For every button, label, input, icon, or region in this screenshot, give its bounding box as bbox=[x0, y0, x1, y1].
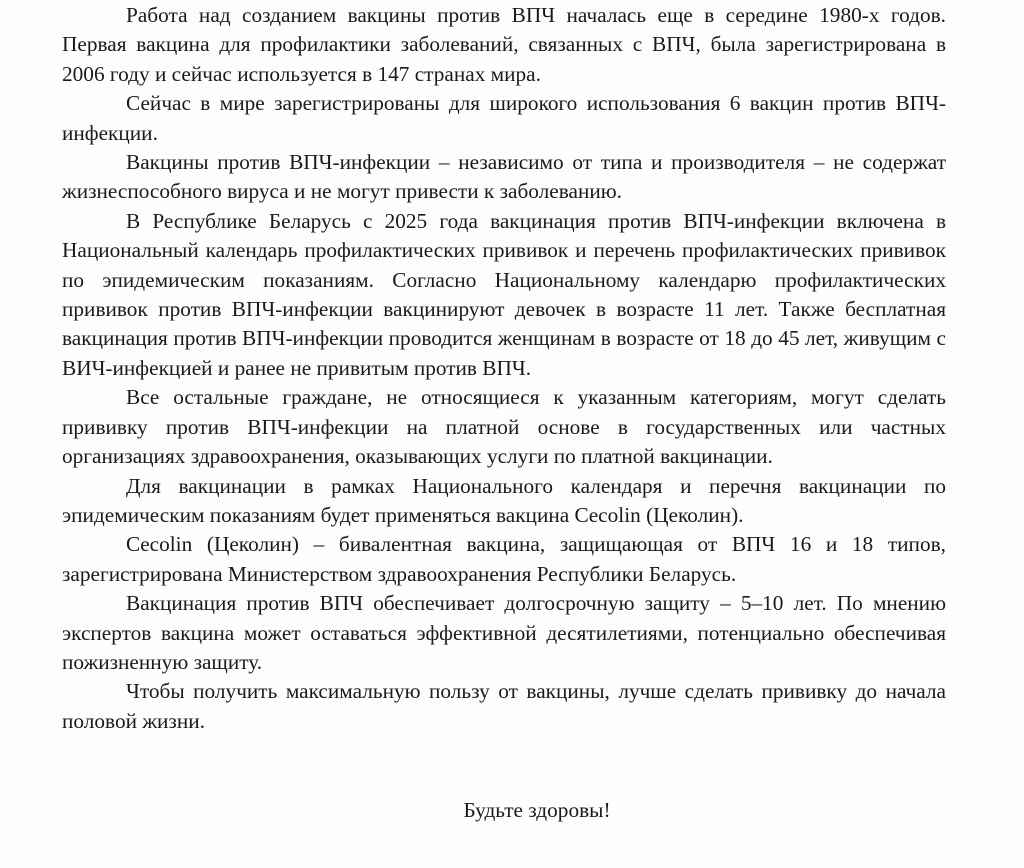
closing-line: Будьте здоровы! bbox=[463, 798, 611, 822]
paragraph-vaccine-history: Работа над созданием вакцины против ВПЧ началась еще в середине 1980-х годов. Первая вакцина для профилактики заболеваний, связанных с ВПЧ, была зарегистрирована в 2006 году и сейчас используется в 147 странах мира. bbox=[62, 3, 946, 86]
paragraph-cecolin-description: Cecolin (Цеколин) – бивалентная вакцина, защищающая от ВПЧ 16 и 18 типов, зарегистрирована Министерством здравоохранения Республики Беларусь. bbox=[62, 532, 946, 586]
paragraph-protection-duration: Вакцинация против ВПЧ обеспечивает долгосрочную защиту – 5–10 лет. По мнению экспертов вакцина может оставаться эффективной десятилетиями, потенциально обеспечивая пожизненную защиту. bbox=[62, 591, 946, 674]
paragraph-registered-vaccines: Сейчас в мире зарегистрированы для широкого использования 6 вакцин против ВПЧ-инфекции. bbox=[62, 91, 946, 145]
paragraph-vaccine-safety: Вакцины против ВПЧ-инфекции – независимо от типа и производителя – не содержат жизнеспособного вируса и не могут привести к заболеванию. bbox=[62, 150, 946, 204]
paragraph-vaccine-used: Для вакцинации в рамках Национального календаря и перечня вакцинации по эпидемическим показаниям будет применяться вакцина Cecolin (Цеколин). bbox=[62, 473, 946, 527]
paragraph-national-calendar: В Республике Беларусь с 2025 года вакцинация против ВПЧ-инфекции включена в Национальный календарь профилактических прививок и перечень профилактических прививок по эпидемическим показаниям. Согласно Национальному календарю профилактических прививок против ВПЧ-инфекции вакцинируют девочек в возрасте 11 лет. Также бесплатная вакцинация против ВПЧ-инфекции проводится женщинам в возрасте от 18 до 45 лет, живущим с ВИЧ-инфекцией и ранее не привитым против ВПЧ. bbox=[62, 208, 946, 380]
paragraph-best-timing: Чтобы получить максимальную пользу от вакцины, лучше сделать прививку до начала половой жизни. bbox=[62, 679, 946, 733]
document-body bbox=[62, 1, 946, 736]
paragraph-paid-vaccination: Все остальные граждане, не относящиеся к указанным категориям, могут сделать прививку против ВПЧ-инфекции на платной основе в государственных или частных организациях здравоохранения, оказывающих услуги по платной вакцинации. bbox=[62, 385, 946, 469]
